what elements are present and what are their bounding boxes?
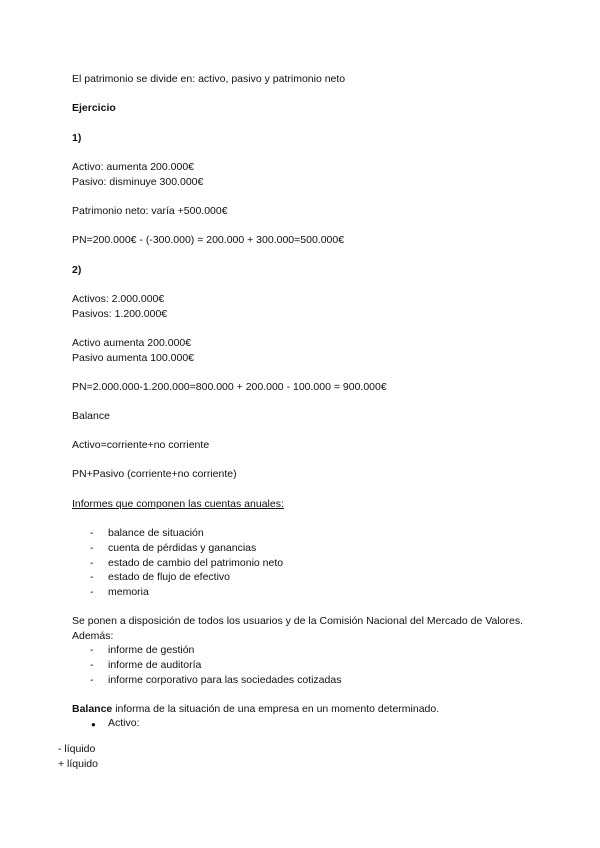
ex2-formula: PN=2.000.000-1.200.000=800.000 + 200.000 - 100.000 = 900.000€ (72, 381, 387, 393)
exercise-1-number: 1) (72, 132, 82, 144)
bullet-dot: ● (91, 720, 96, 729)
ex1-pasivo: Pasivo: disminuye 300.000€ (72, 176, 204, 188)
list-dash: - (90, 659, 94, 671)
ex2-activo-aumenta: Activo aumenta 200.000€ (72, 337, 192, 349)
balance-term: Balance (72, 703, 113, 715)
liquido-minus: - líquido (58, 742, 96, 755)
informes-heading: Informes que componen las cuentas anuales: (72, 498, 284, 510)
list-item: estado de cambio del patrimonio neto (108, 557, 284, 569)
list-dash: - (90, 527, 94, 539)
ex2-pasivos: Pasivos: 1.200.000€ (72, 308, 168, 320)
list-item: informe corporativo para las sociedades cotizadas (108, 674, 342, 686)
balance-definition (72, 703, 439, 716)
disposicion-paragraph: Se ponen a disposición de todos los usuarios y de la Comisión Nacional del Mercado de Valores. Además: (72, 615, 523, 642)
activo-equation: Activo=corriente+no corriente (72, 439, 210, 451)
ex2-activos: Activos: 2.000.000€ (72, 293, 165, 305)
list-item: estado de flujo de efectivo (108, 571, 231, 583)
list-item: balance de situación (108, 527, 204, 539)
exercise-2-number: 2) (72, 264, 82, 276)
liquido-plus: + líquido (58, 757, 98, 770)
list-item: cuenta de pérdidas y ganancias (108, 542, 257, 554)
balance-label: Balance (72, 410, 110, 422)
list-item: informe de auditoría (108, 659, 202, 671)
activo-bullet-item: Activo: (108, 717, 140, 729)
list-dash: - (90, 644, 94, 656)
list-dash: - (90, 571, 94, 583)
ejercicio-heading: Ejercicio (72, 102, 116, 114)
list-item: informe de gestión (108, 644, 195, 656)
list-dash: - (90, 586, 94, 598)
pn-pasivo-equation: PN+Pasivo (corriente+no corriente) (72, 468, 237, 480)
ex1-patrimonio-neto: Patrimonio neto: varía +500.000€ (72, 205, 228, 217)
list-dash: - (90, 557, 94, 569)
list-item: memoria (108, 586, 149, 598)
ex2-pasivo-aumenta: Pasivo aumenta 100.000€ (72, 352, 195, 364)
intro-text: El patrimonio se divide en: activo, pasivo y patrimonio neto (72, 73, 346, 85)
list-dash: - (90, 674, 94, 686)
list-dash: - (90, 542, 94, 554)
balance-definition-text: informa de la situación de una empresa en un momento determinado. (112, 703, 440, 715)
ex1-activo: Activo: aumenta 200.000€ (72, 161, 195, 173)
ex1-formula: PN=200.000€ - (-300.000) = 200.000 + 300.000=500.000€ (72, 234, 345, 246)
